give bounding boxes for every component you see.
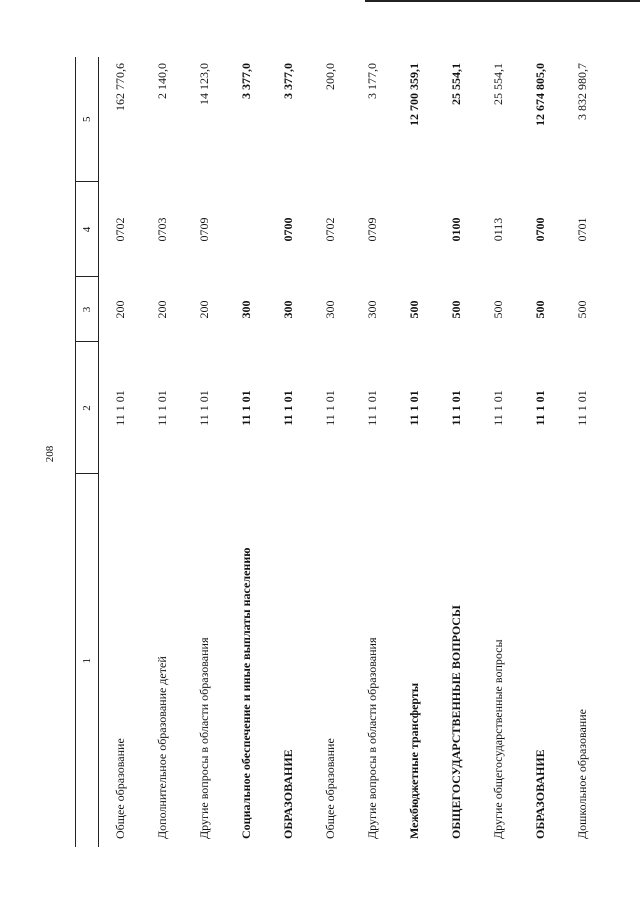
row-name: Социальное обеспечение и иные выплаты населению [238,547,253,839]
row-amount: 162 770,6 [112,63,127,111]
row-code: 11 1 01 [154,390,169,426]
row-subitem: 200 [154,300,169,319]
row-subitem: 300 [322,300,337,319]
row-name: Другие вопросы в области образования [196,637,211,839]
row-subitem: 300 [238,300,253,319]
row-name: Общее образование [112,738,127,839]
row-subitem: 300 [280,300,295,319]
row-name: Межбюджетные трансферты [406,682,421,839]
row-amount: 25 554,1 [490,63,505,105]
row-name: ОБЩЕГОСУДАРСТВЕННЫЕ ВОПРОСЫ [448,605,463,839]
budget-table [75,57,603,847]
top-rule [365,0,640,2]
row-section: 0709 [364,217,379,242]
row-code: 11 1 01 [322,390,337,426]
header-col-2: 2 [76,342,99,474]
row-section: 0702 [112,217,127,242]
row-section: 0709 [196,217,211,242]
row-subitem: 200 [196,300,211,319]
row-section [393,182,435,277]
header-col-1: 1 [76,474,99,847]
row-name: Дошкольное образование [574,709,589,839]
row-amount: 12 700 359,1 [406,63,421,126]
row-name: Другие вопросы в области образования [364,637,379,839]
table-row [351,57,393,847]
table-row [309,57,351,847]
table-body [99,57,604,847]
row-amount: 2 140,0 [154,63,169,99]
row-section: 0703 [154,217,169,242]
row-amount: 3 377,0 [238,63,253,99]
table-row [225,57,267,847]
row-code: 11 1 01 [196,390,211,426]
row-subitem: 500 [574,300,589,319]
row-section: 0113 [490,217,505,242]
row-amount: 3 377,0 [280,63,295,99]
row-name: Другие общегосударственные вопросы [490,639,505,839]
row-section: 0100 [448,217,463,242]
table-row [435,57,477,847]
row-code: 11 1 01 [448,390,463,426]
row-code: 11 1 01 [112,390,127,426]
row-subitem: 500 [406,300,421,319]
row-amount: 12 674 805,0 [532,63,547,126]
table-row [519,57,561,847]
row-subitem: 200 [112,300,127,319]
row-amount: 14 123,0 [196,63,211,105]
header-col-4: 4 [76,182,99,277]
header-row [76,57,99,847]
row-code: 11 1 01 [490,390,505,426]
row-amount: 200,0 [322,63,337,90]
row-code: 11 1 01 [406,390,421,426]
header-col-3: 3 [76,277,99,342]
row-code: 11 1 01 [574,390,589,426]
row-name: ОБРАЗОВАНИЕ [280,749,295,839]
row-amount: 3 177,0 [364,63,379,99]
row-name: Дополнительное образование детей [154,656,169,839]
table-row [183,57,225,847]
row-subitem: 500 [490,300,505,319]
row-section: 0700 [532,217,547,242]
row-code: 11 1 01 [364,390,379,426]
table-row [477,57,519,847]
row-amount: 3 832 980,7 [574,63,589,120]
table-row [99,57,142,847]
row-name: Общее образование [322,738,337,839]
row-amount: 25 554,1 [448,63,463,105]
table-row [561,57,603,847]
row-code: 11 1 01 [238,390,253,426]
table-row [393,57,435,847]
budget-table-rotated [75,57,600,847]
row-subitem: 500 [448,300,463,319]
row-section: 0701 [574,217,589,242]
table-row [141,57,183,847]
row-code: 11 1 01 [280,390,295,426]
row-name: ОБРАЗОВАНИЕ [532,749,547,839]
row-subitem: 500 [532,300,547,319]
row-section [225,182,267,277]
row-code: 11 1 01 [532,390,547,426]
row-section: 0700 [280,217,295,242]
page-number: 208 [44,445,56,463]
row-subitem: 300 [364,300,379,319]
header-col-5: 5 [76,57,99,182]
row-section: 0702 [322,217,337,242]
table-row [267,57,309,847]
